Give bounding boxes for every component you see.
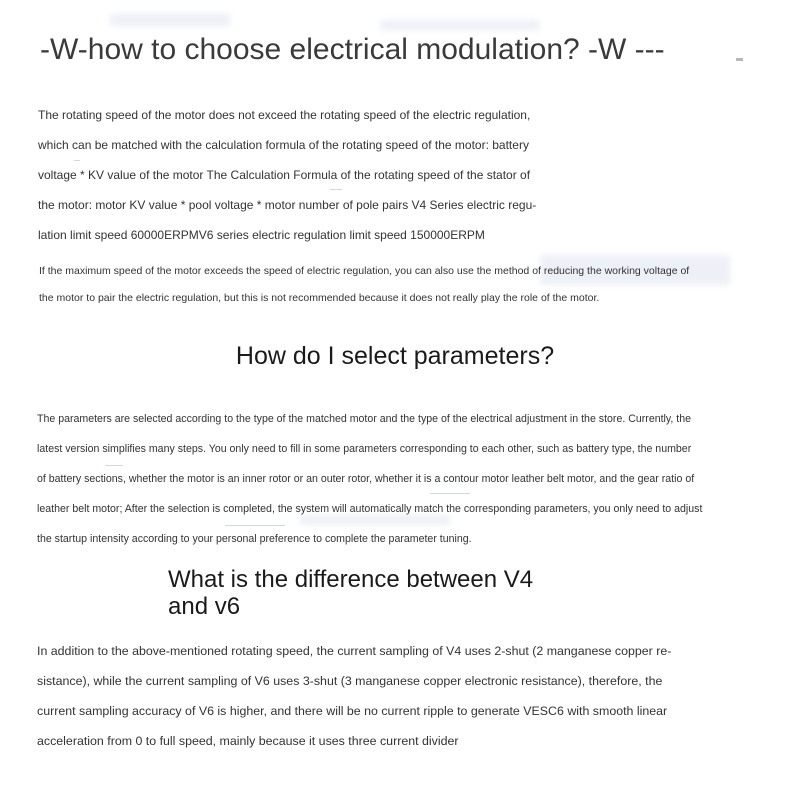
- section2-heading: How do I select parameters?: [235, 342, 555, 370]
- text-line: the motor: motor KV value * pool voltage * motor number of pole pairs V4 Series electric regu-: [38, 198, 537, 212]
- text-line: leather belt motor; After the selection is completed, the system will automatically match the corresponding parameters, you only need to adjust: [37, 503, 703, 515]
- section1-paragraph2: [39, 258, 739, 312]
- scan-smudge: [110, 14, 230, 26]
- text-line: latest version simplifies many steps. You only need to fill in some parameters corresponding to each other, such as battery type, the number: [37, 443, 692, 455]
- scan-smudge: [380, 20, 540, 30]
- text-line: of battery sections, whether the motor is an inner rotor or an outer rotor, whether it is a contour motor leather belt motor, and the gear ratio of: [37, 473, 695, 485]
- section3-heading: [168, 566, 588, 620]
- text-line: current sampling accuracy of V6 is higher, and there will be no current ripple to generate VESC6 with smooth linear: [37, 704, 668, 718]
- text-line: The rotating speed of the motor does not exceed the rotating speed of the electric regulation,: [38, 108, 531, 122]
- section3-paragraph: [37, 636, 737, 756]
- text-line: The parameters are selected according to the type of the matched motor and the type of the electrical adjustment in the store. Currently, the: [37, 413, 692, 425]
- section2-paragraph: [37, 404, 737, 554]
- text-line: acceleration from 0 to full speed, mainly because it uses three current divider: [37, 734, 459, 748]
- text-line: If the maximum speed of the motor exceeds the speed of electric regulation, you can also use the method of reducing the working voltage of: [39, 265, 690, 277]
- text-line: which can be matched with the calculation formula of the rotating speed of the motor: battery: [38, 138, 529, 152]
- heading-line: What is the difference between V4: [168, 566, 534, 593]
- text-line: In addition to the above-mentioned rotating speed, the current sampling of V4 uses 2-shut (2 manganese copper re-: [37, 644, 672, 658]
- text-line: the startup intensity according to your personal preference to complete the parameter tuning.: [37, 533, 472, 545]
- heading-line: and v6: [168, 593, 241, 620]
- text-line: lation limit speed 60000ERPMV6 series electric regulation limit speed 150000ERPM: [38, 228, 485, 242]
- text-line: the motor to pair the electric regulation, but this is not recommended because it does not really play the role of the motor.: [39, 292, 600, 304]
- section1-paragraph1: [38, 100, 558, 250]
- text-line: voltage * KV value of the motor The Calculation Formula of the rotating speed of the stator of: [38, 168, 531, 182]
- text-line: sistance), while the current sampling of V6 uses 3-shut (3 manganese copper electronic resistance), therefore, the: [37, 674, 663, 688]
- page-title: -W-how to choose electrical modulation? -W ---: [40, 33, 665, 66]
